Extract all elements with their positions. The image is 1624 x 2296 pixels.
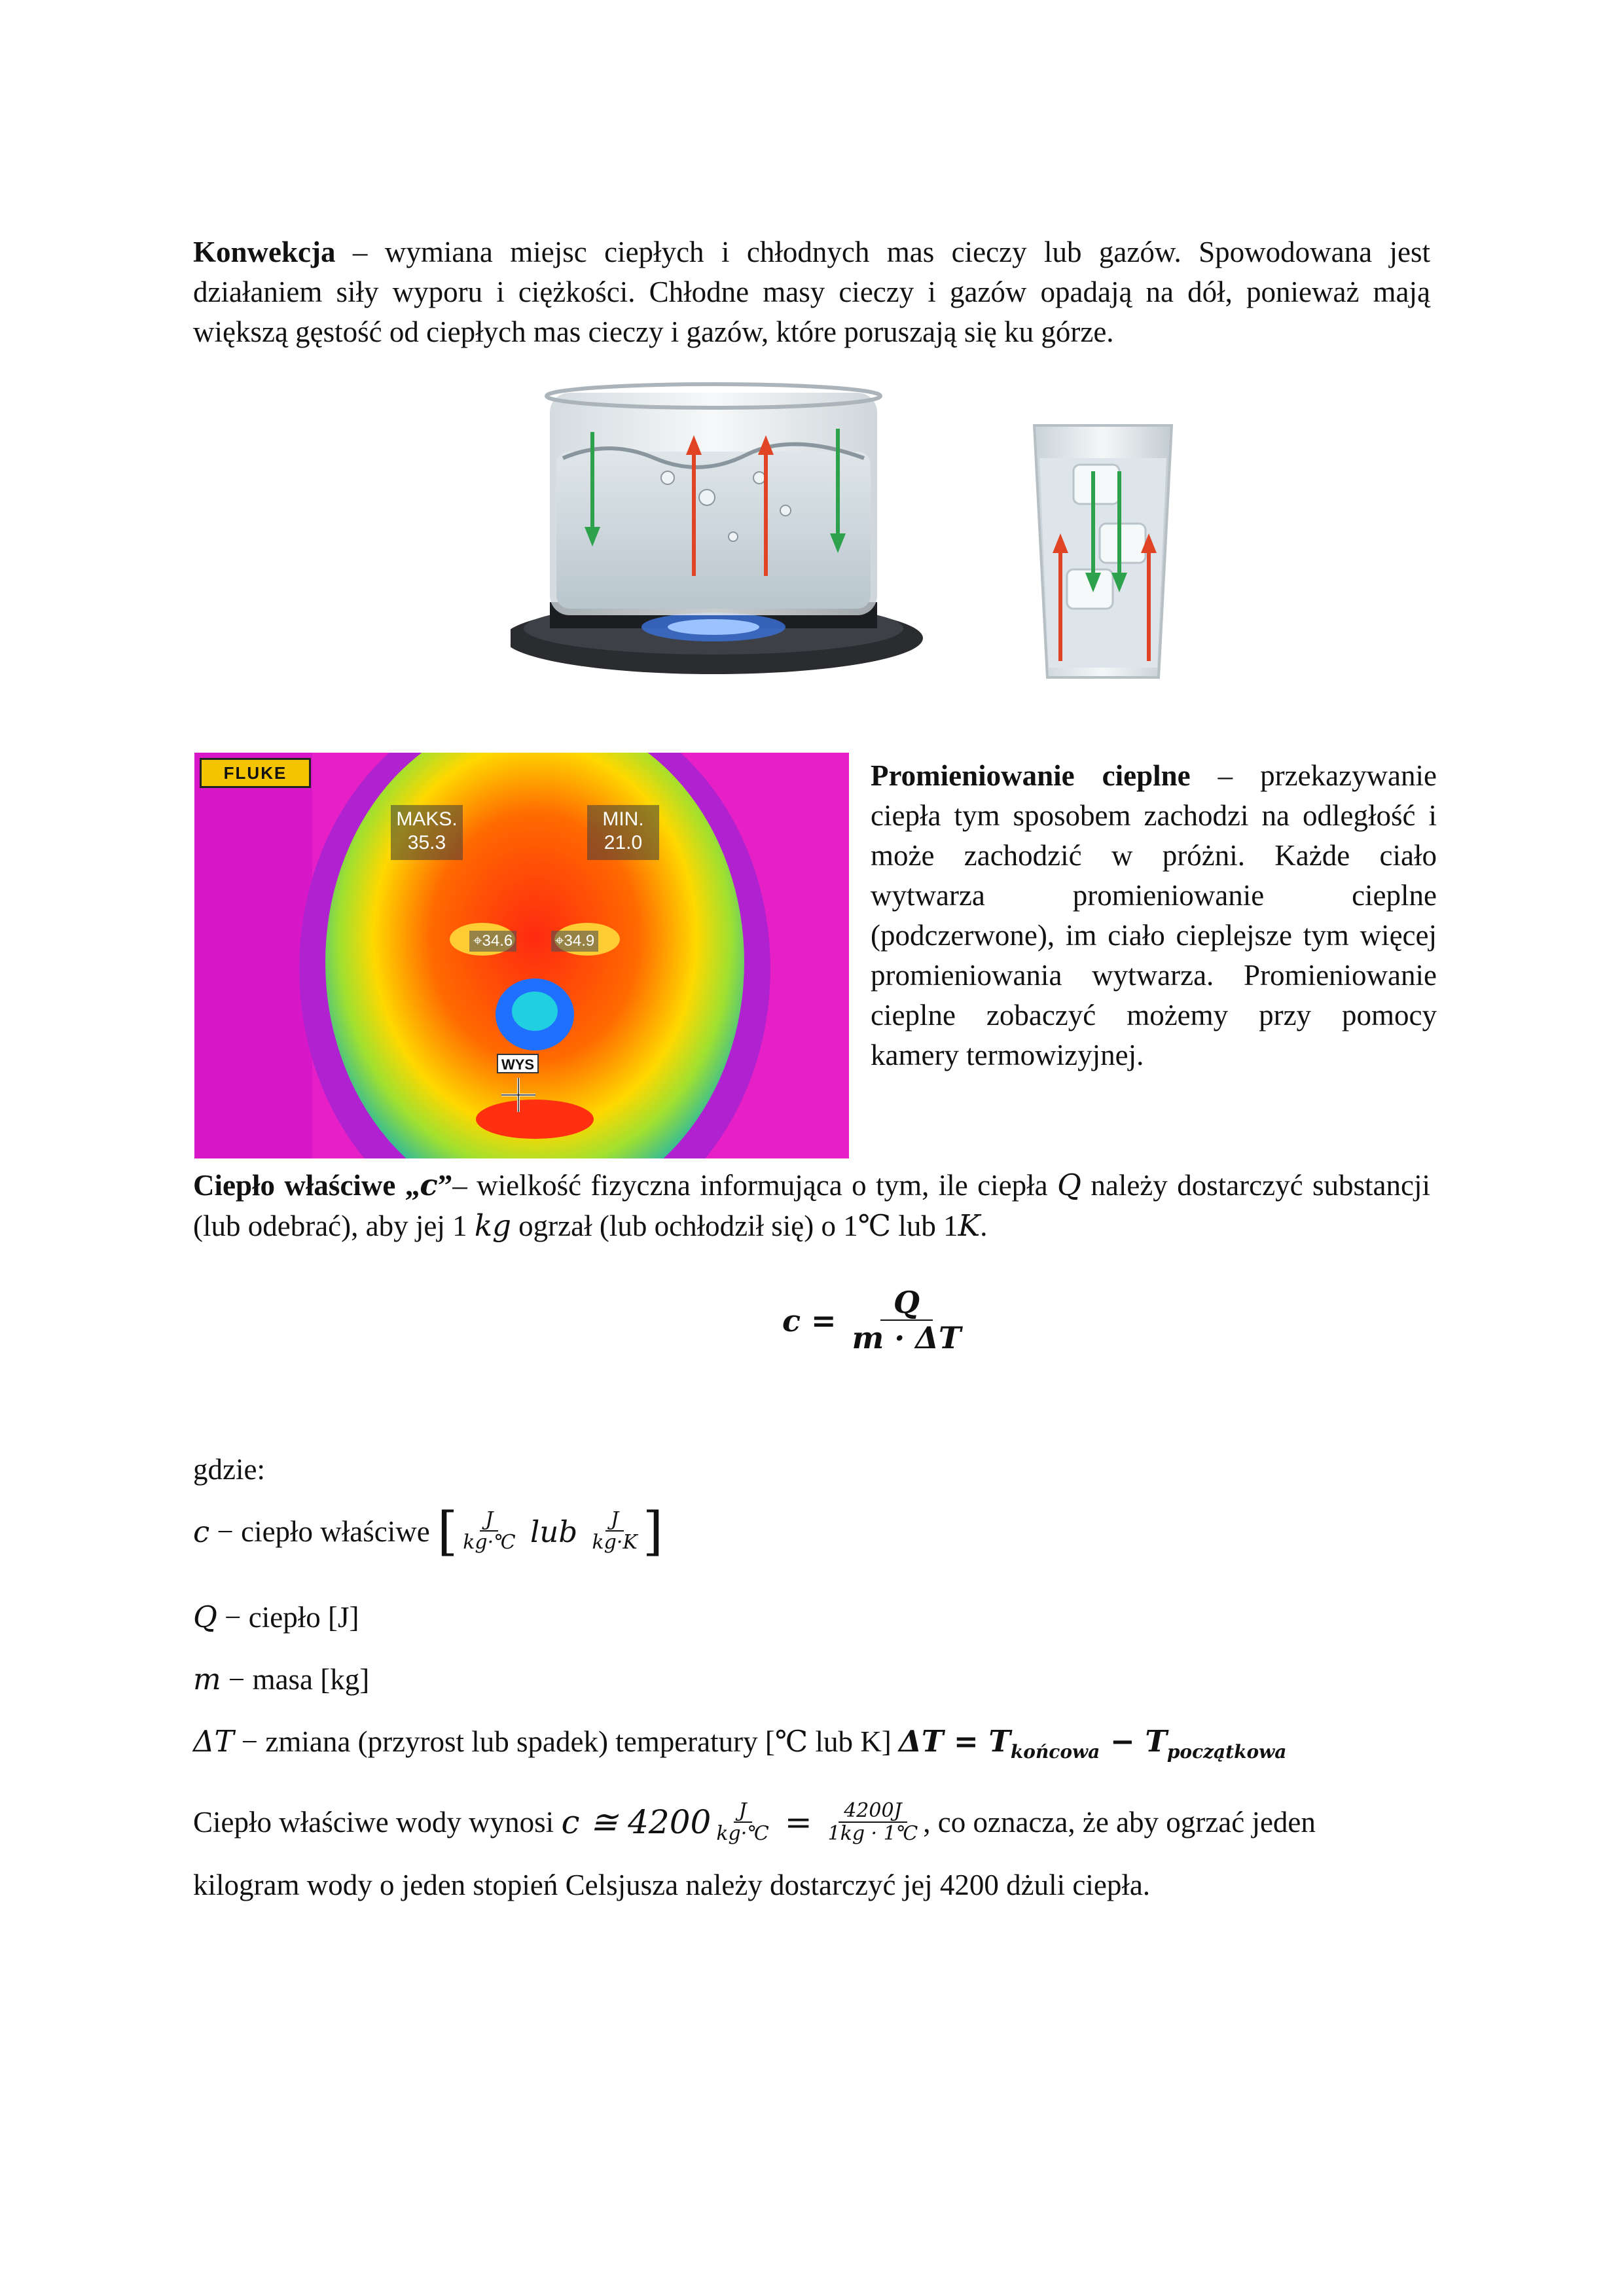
promieniowanie-paragraph <box>871 756 1437 1075</box>
cieplo-text4: . <box>980 1210 988 1242</box>
def-c-symbol: c <box>193 1514 210 1549</box>
water-text1: Ciepło właściwe wody wynosi <box>193 1806 562 1839</box>
fluke-logo-text: FLUKE <box>223 762 287 783</box>
cieplo-text2: należy dostarczyć substancji (lub odebrać), aby jej 1 <box>193 1169 1430 1242</box>
konwekcja-text: – wymiana miejsc ciepłych i chłodnych mas cieczy lub gazów. Spowodowana jest działaniem siły wyporu i ciężkości. Chłodne masy cieczy i gazów opadają na dół, ponieważ mają większą gęstość od ciepłych mas cieczy i gazów, które poruszają się ku górze. <box>193 236 1430 348</box>
thermal-camera-image <box>194 753 849 1158</box>
def-dt-sub-final: końcowa <box>1010 1741 1100 1763</box>
def-m-symbol: m <box>193 1662 221 1696</box>
fluke-logo <box>200 758 311 788</box>
water-frac2-num: 4200J <box>839 1800 907 1823</box>
def-dt-line <box>193 1721 1286 1772</box>
def-q-text: ciepło [J] <box>248 1601 359 1634</box>
min-temp-label: MIN. <box>602 808 644 830</box>
def-c-unit2 <box>586 1509 642 1554</box>
def-c-unit2-num: J <box>605 1509 624 1532</box>
max-temp-label: MAKS. <box>396 808 458 830</box>
formula-fraction <box>846 1286 968 1355</box>
cieplo-text3: ogrzał (lub ochłodził się) o 1℃ lub 1 <box>511 1210 958 1242</box>
gdzie-label: gdzie: <box>193 1453 265 1486</box>
formula-denominator: m · ΔT <box>852 1319 962 1355</box>
max-temp-readout <box>391 805 463 860</box>
def-c-lub: lub <box>520 1514 587 1549</box>
water-line-2: kilogram wody o jeden stopień Celsjusza należy dostarczyć jej 4200 dżuli ciepła. <box>193 1869 1151 1901</box>
cieplo-text1: – wielkość fizyczna informująca o tym, ile ciepła <box>452 1169 1058 1202</box>
def-dt-dash: − <box>234 1725 266 1758</box>
left-bracket: [ <box>437 1501 458 1562</box>
def-c-unit1-den: kg·℃ <box>463 1531 516 1554</box>
min-temp-value: 21.0 <box>604 832 643 853</box>
temp-point-left-value: 34.6 <box>482 932 513 950</box>
cieplo-wlasciwe-paragraph <box>193 1165 1430 1246</box>
konwekcja-paragraph <box>193 232 1430 352</box>
specific-heat-formula <box>782 1286 967 1355</box>
glass-pot <box>547 384 880 615</box>
max-temp-value: 35.3 <box>407 832 446 853</box>
def-c-unit1-num: J <box>480 1509 498 1532</box>
def-dt-sub-initial: początkowa <box>1166 1741 1287 1763</box>
promieniowanie-term: Promieniowanie cieplne <box>871 759 1191 792</box>
crosshair-icon: ⌖ <box>555 932 564 950</box>
water-frac2 <box>823 1800 924 1846</box>
def-q-line <box>193 1597 359 1638</box>
formula-numerator: Q <box>880 1286 933 1321</box>
cieplo-kg: kg <box>474 1208 511 1243</box>
water-line-1 <box>193 1800 1316 1846</box>
water-c-approx: c ≅ 4200 <box>561 1803 712 1842</box>
min-temp-readout <box>587 805 659 860</box>
temp-point-left <box>469 931 516 952</box>
crosshair-icon: ⌖ <box>473 932 482 950</box>
water-eq: = <box>774 1803 823 1842</box>
right-bracket: ] <box>642 1501 664 1562</box>
temp-point-right-value: 34.9 <box>564 932 595 950</box>
temp-point-right <box>551 931 598 952</box>
water-unit <box>711 1800 774 1846</box>
water-unit-num: J <box>734 1800 752 1823</box>
def-q-dash: − <box>217 1601 249 1634</box>
cieplo-term: Ciepło właściwe „ <box>193 1169 420 1202</box>
cieplo-symbol-c: c <box>420 1168 438 1202</box>
def-m-dash: − <box>221 1663 253 1696</box>
water-text2: , co oznacza, że aby ogrzać jeden <box>923 1806 1316 1839</box>
def-c-line <box>193 1501 664 1562</box>
def-m-line <box>193 1659 369 1700</box>
water-frac2-den: 1kg · 1℃ <box>827 1822 918 1845</box>
cieplo-quote-close: ” <box>437 1169 453 1202</box>
konwekcja-term: Konwekcja <box>193 236 336 268</box>
def-q-symbol: Q <box>193 1600 217 1634</box>
def-dt-symbol: ΔT <box>193 1724 234 1759</box>
convection-illustration <box>511 380 1204 694</box>
def-dt-text: zmiana (przyrost lub spadek) temperatury [℃ lub K] <box>265 1725 899 1758</box>
water-unit-den: kg·℃ <box>716 1822 769 1845</box>
def-dt-formula-lhs: ΔT = T <box>898 1724 1011 1759</box>
formula-lhs: c = <box>782 1302 837 1338</box>
def-c-unit2-den: kg·K <box>592 1531 638 1554</box>
def-m-text: masa [kg] <box>252 1663 370 1696</box>
cieplo-q: Q <box>1057 1168 1081 1202</box>
wys-marker-text: WYS <box>501 1056 535 1073</box>
promieniowanie-text: – przekazywanie ciepła tym sposobem zachodzi na odległość i może zachodzić w próżni. Każde ciało wytwarza promieniowanie cieplne (podczerwone), im ciało cieplejsze tym więcej promieniowania wytwarza. Promieniowanie cieplne zobaczyć możemy przy pomocy kamery termowizyjnej. <box>871 759 1437 1071</box>
def-dt-minus: − T <box>1100 1724 1167 1759</box>
def-c-unit1 <box>458 1509 520 1554</box>
def-c-text: ciepło właściwe <box>241 1515 437 1548</box>
def-c-dash: − <box>209 1515 242 1548</box>
wys-marker-label <box>497 1054 539 1073</box>
cieplo-k: K <box>958 1208 981 1243</box>
crosshair-marker-icon <box>500 1077 537 1113</box>
